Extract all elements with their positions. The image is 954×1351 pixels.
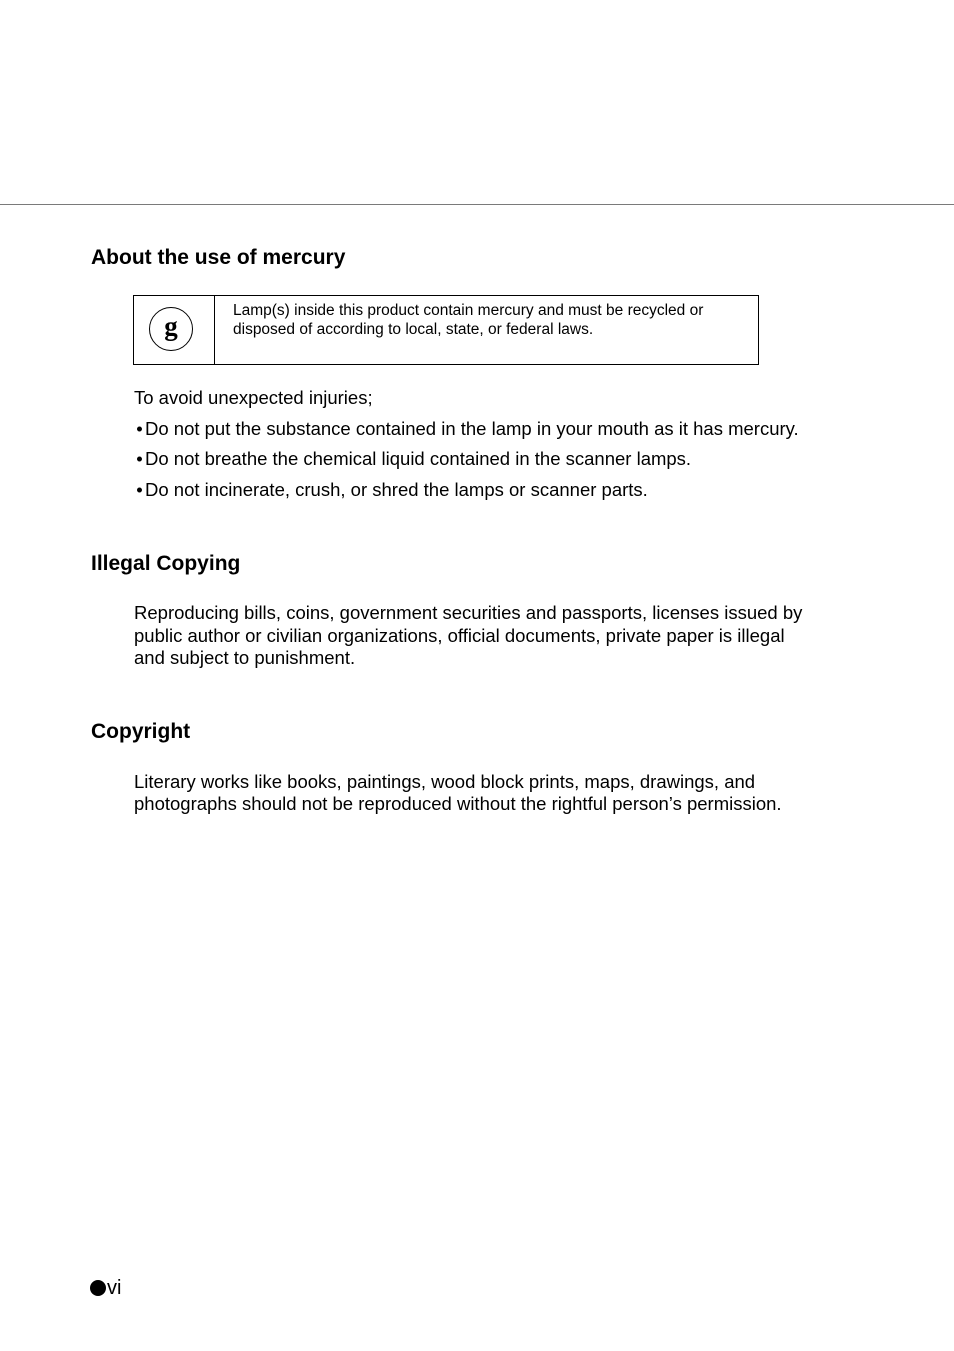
header-rule <box>0 204 954 205</box>
mercury-notice-text: Lamp(s) inside this product contain mercury and must be recycled or disposed of according to local, state, or federal laws. <box>233 302 704 338</box>
bullet-text: Do not put the substance contained in the lamp in your mouth as it has mercury. <box>145 418 799 439</box>
filled-circle-icon <box>90 1280 106 1296</box>
bullet-dot-icon: • <box>136 448 143 469</box>
illegal-copying-line: and subject to punishment. <box>134 647 356 668</box>
bullet-text: Do not incinerate, crush, or shred the lamps or scanner parts. <box>145 479 648 500</box>
bullet-dot-icon: • <box>136 479 143 500</box>
notice-symbol-cell <box>134 296 215 364</box>
copyright-line: photographs should not be reproduced without the rightful person’s permission. <box>134 793 782 814</box>
illegal-copying-line: public author or civilian organizations, official documents, private paper is illegal <box>134 625 785 646</box>
copyright-line: Literary works like books, paintings, wood block prints, maps, drawings, and <box>134 771 756 792</box>
bullet-text: Do not breathe the chemical liquid contained in the scanner lamps. <box>145 448 692 469</box>
page-number: vi <box>107 1277 122 1299</box>
list-item <box>134 479 648 501</box>
bullet-dot-icon: • <box>136 418 143 439</box>
list-item <box>134 418 799 440</box>
section-heading-copyright: Copyright <box>91 720 191 743</box>
mercury-hg-icon <box>149 307 193 351</box>
section-heading-mercury: About the use of mercury <box>91 246 346 269</box>
mercury-intro: To avoid unexpected injuries; <box>134 387 373 408</box>
list-item <box>134 448 691 470</box>
illegal-copying-line: Reproducing bills, coins, government securities and passports, licenses issued by <box>134 602 803 623</box>
section-heading-illegal-copying: Illegal Copying <box>91 552 241 575</box>
mercury-notice-box <box>133 295 759 365</box>
page-footer <box>90 1276 121 1300</box>
mercury-symbol-letter: g <box>164 310 178 341</box>
